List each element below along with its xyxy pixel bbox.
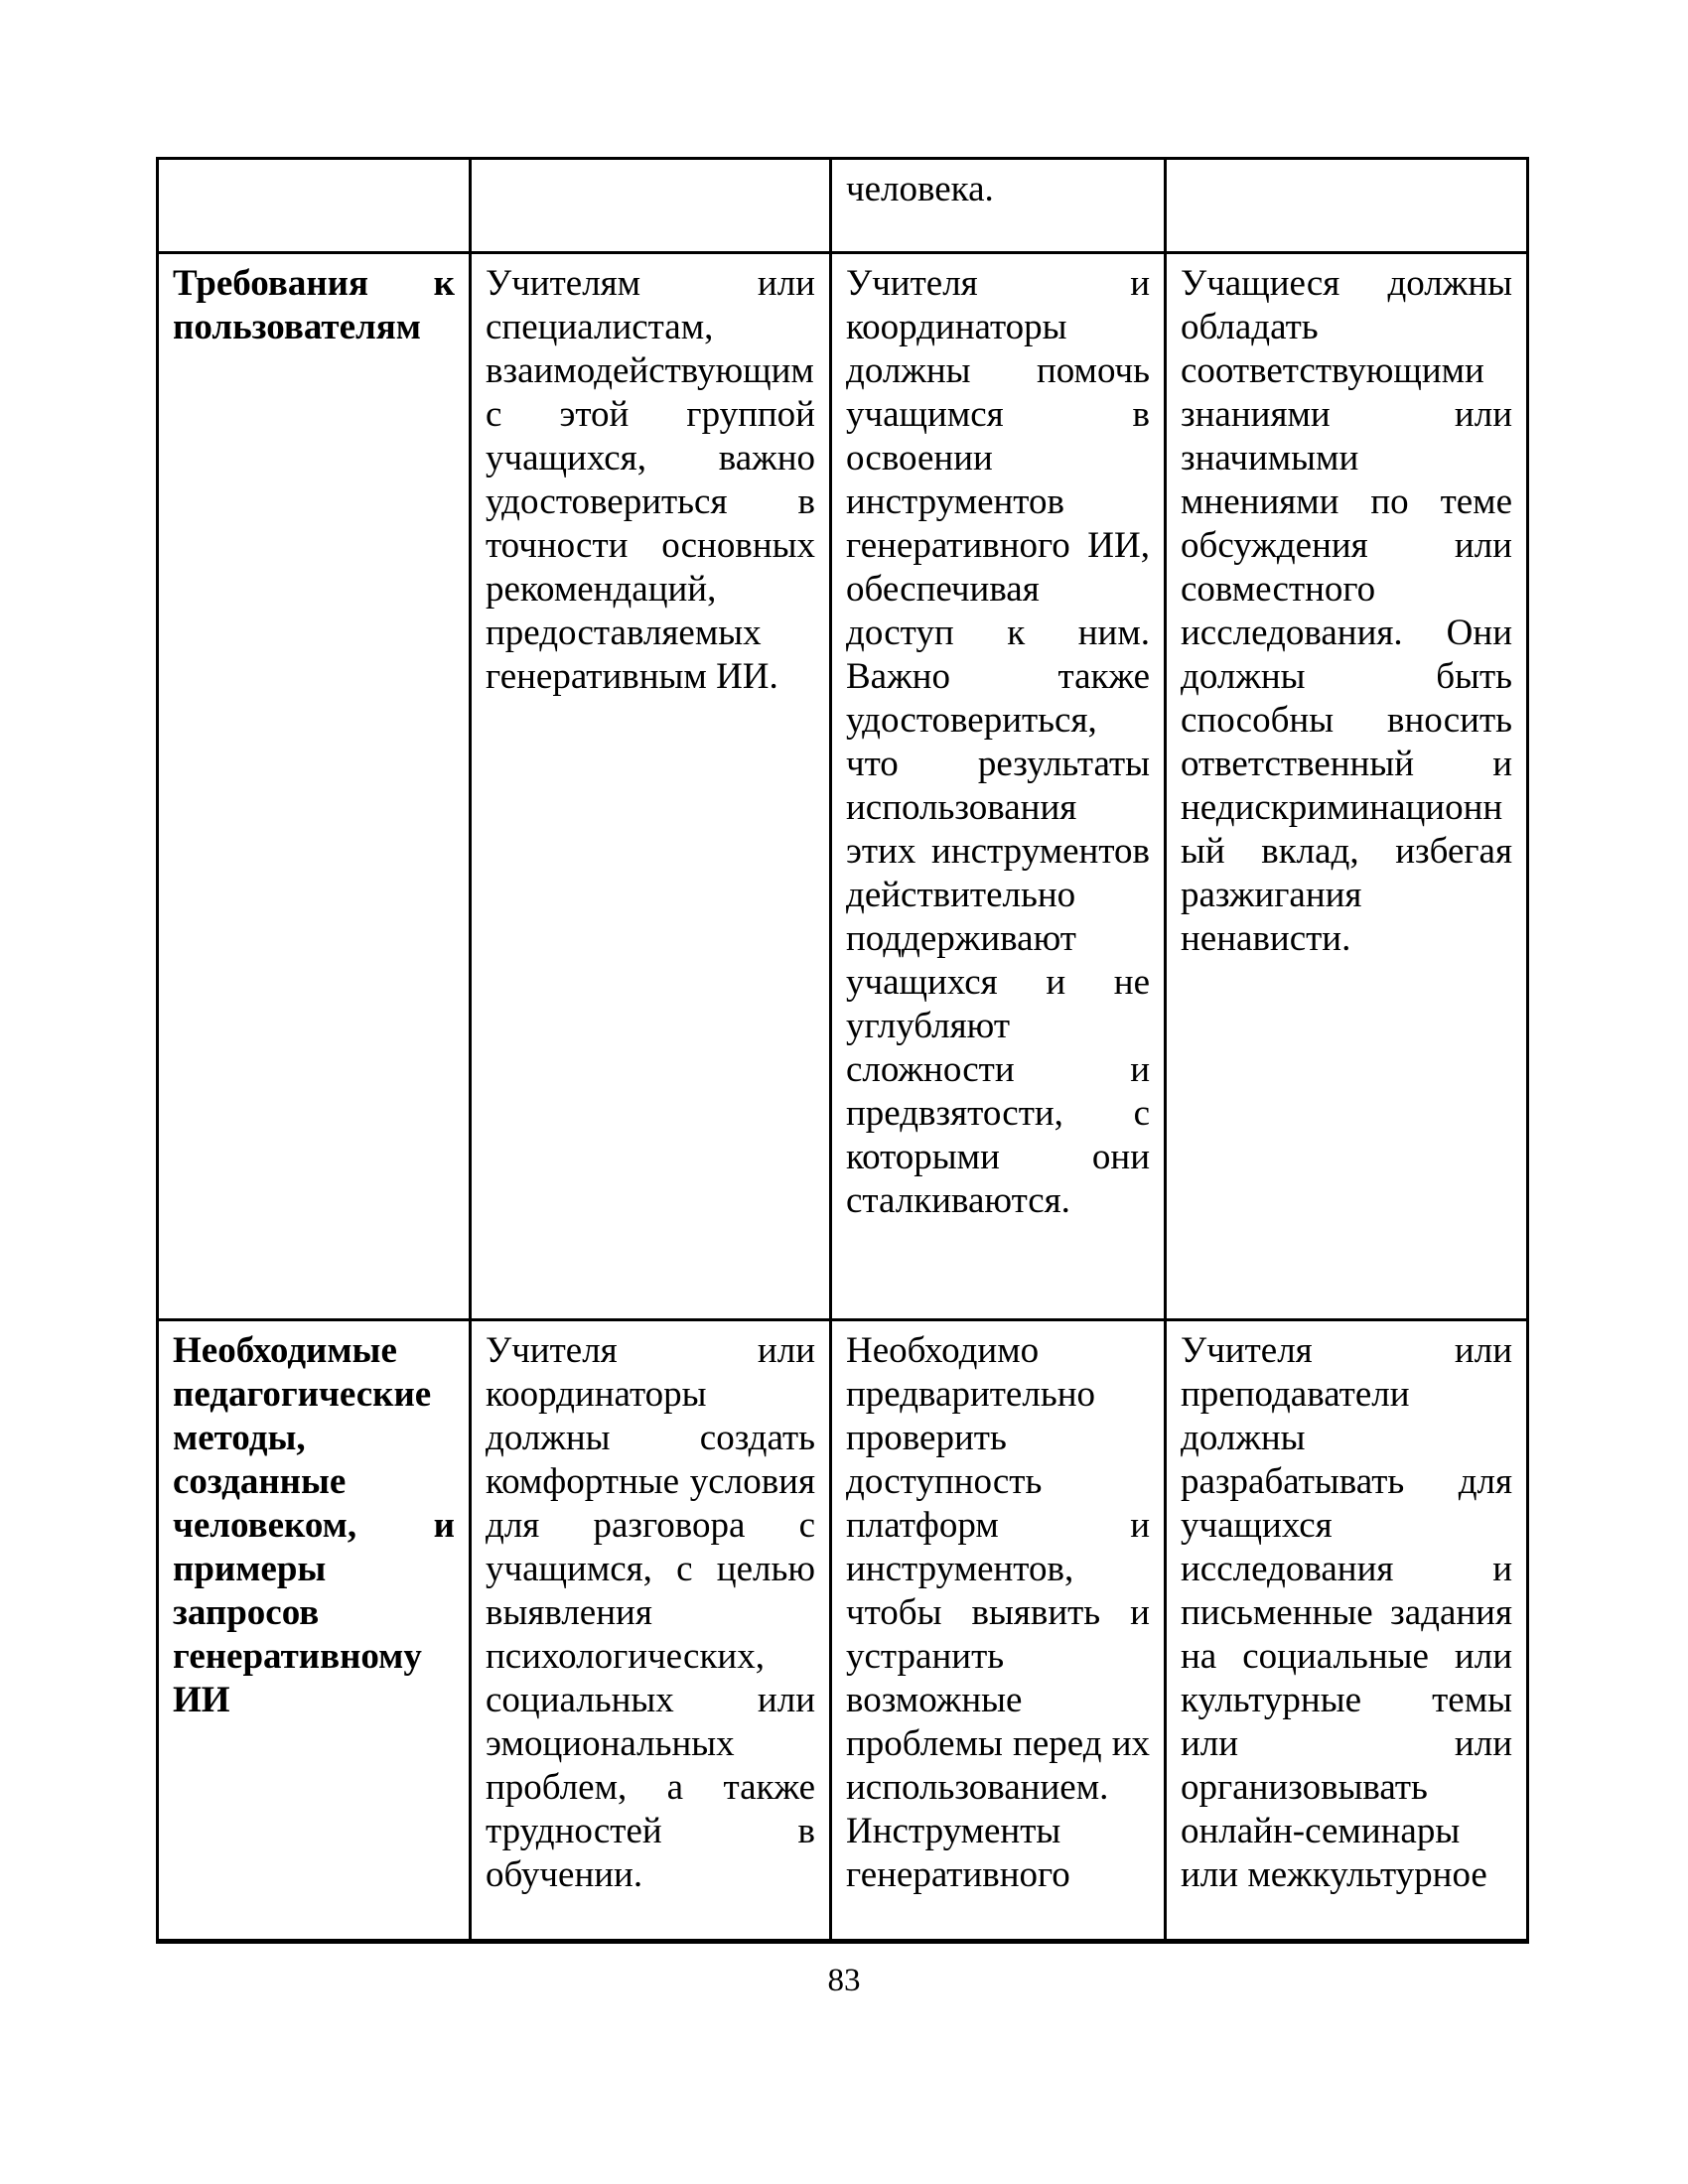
cell-r1c1: [158, 159, 471, 253]
table-row-pedagogical-methods: [158, 1320, 1528, 1942]
cell-r1c2: [471, 159, 831, 253]
cell-r2c4: [1166, 253, 1528, 1320]
table-row-continuation: [158, 159, 1528, 253]
cell-r2c2-text: Учителям или специалистам, взаимодействующим с этой группой учащихся, важно удостовериться в точности основных рекомендаций, предоставляемых генеративным ИИ.: [486, 263, 815, 697]
cell-r3c4: [1166, 1320, 1528, 1942]
cell-r3c1-row-header: [158, 1320, 471, 1942]
comparison-table: [156, 157, 1529, 1944]
cell-r3c2: [471, 1320, 831, 1942]
cell-r2c3: [831, 253, 1166, 1320]
cell-r2c1-row-header: [158, 253, 471, 1320]
cell-r2c4-text: Учащиеся должны обладать соответствующими знаниями или значимыми мнениями по теме обсуждения или совместного исследования. Они должны быть способны вносить ответственный и недискриминационный вклад, избегая разжигания ненависти.: [1181, 263, 1512, 959]
cell-r2c2: [471, 253, 831, 1320]
cell-r3c4-text: Учителя или преподаватели должны разрабатывать для учащихся исследования и письменные задания на социальные или культурные темы или или организовывать онлайн-семинары или межкультурное: [1181, 1330, 1512, 1895]
cell-r3c2-text: Учителя или координаторы должны создать комфортные условия для разговора с учащимся, с целью выявления психологических, социальных или эмоциональных проблем, а также трудностей в обучении.: [486, 1330, 815, 1895]
page-number: 83: [827, 1963, 861, 1998]
cell-r2c3-text: Учителя и координаторы должны помочь учащимся в освоении инструментов генеративного ИИ, обеспечивая доступ к ним. Важно также удостовериться, что результаты использования этих инструментов действительно поддерживают учащихся и не углубляют сложности и предвзятости, с которыми они сталкиваются.: [846, 263, 1150, 1221]
cell-r1c4: [1166, 159, 1528, 253]
cell-r1c3-text: человека.: [846, 169, 994, 209]
row-header-user-requirements: Требования к пользователям: [173, 263, 455, 347]
cell-r1c3: [831, 159, 1166, 253]
table-row-user-requirements: [158, 253, 1528, 1320]
row-header-pedagogical-methods: Необходимые педагогические методы, созданные человеком, и примеры запросов генеративному ИИ: [173, 1330, 455, 1720]
cell-r3c3-text: Необходимо предварительно проверить доступность платформ и инструментов, чтобы выявить и устранить возможные проблемы перед их использованием. Инструменты генеративного: [846, 1330, 1150, 1895]
cell-r3c3: [831, 1320, 1166, 1942]
